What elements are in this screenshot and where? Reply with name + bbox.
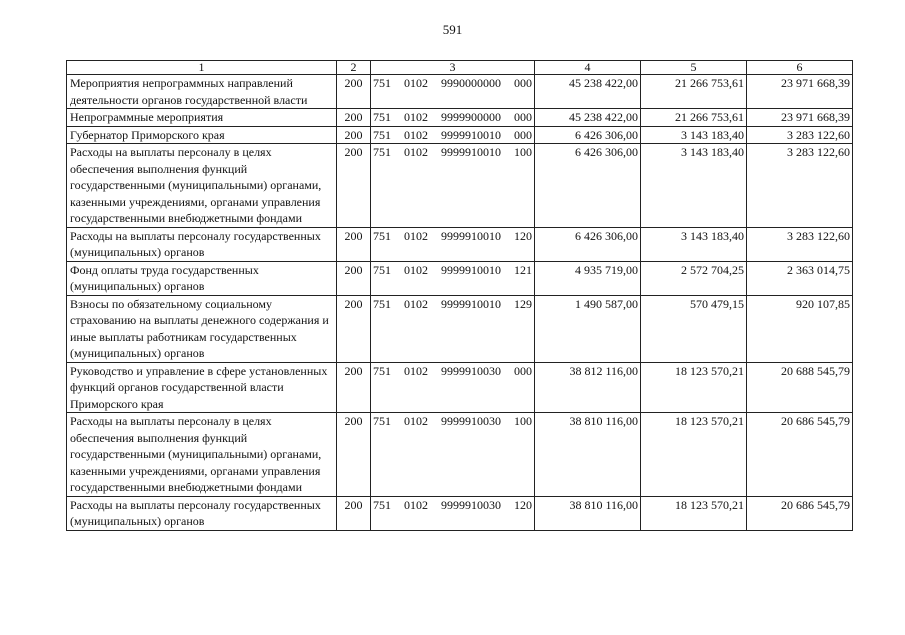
classification-codes-cell <box>371 109 535 127</box>
amount-col5-cell: 18 123 570,21 <box>641 496 747 530</box>
classification-codes-cell <box>371 227 535 261</box>
row-name-cell: Руководство и управление в сфере установленных функций органов государственной власти Приморского края <box>67 362 337 413</box>
amount-col4-cell: 4 935 719,00 <box>535 261 641 295</box>
target-code: 9999910030 <box>441 363 501 378</box>
row-name-cell: Расходы на выплаты персоналу в целях обеспечения выполнения функций государственными (муниципальными) органами, казенными учреждениями, органами управления государственными внебюджетными фондами <box>67 144 337 228</box>
section-code: 0102 <box>404 145 428 159</box>
classification-codes <box>373 296 532 313</box>
amount-col5-cell: 3 143 183,40 <box>641 227 747 261</box>
target-code: 9999910010 <box>441 262 501 277</box>
classification-codes-cell <box>371 261 535 295</box>
table-row <box>67 413 853 497</box>
classification-codes <box>373 127 532 144</box>
amount-col5-cell: 2 572 704,25 <box>641 261 747 295</box>
amount-col4-cell: 1 490 587,00 <box>535 295 641 362</box>
admin-code-cell: 200 <box>337 75 371 109</box>
section-code: 0102 <box>404 127 428 142</box>
table-row <box>67 261 853 295</box>
expense-type-code: 000 <box>514 76 532 90</box>
admin-code-cell: 200 <box>337 362 371 413</box>
amount-col4-cell: 38 810 116,00 <box>535 496 641 530</box>
target-code: 9999910010 <box>441 296 501 311</box>
amount-col4-cell: 6 426 306,00 <box>535 144 641 228</box>
table-row <box>67 295 853 362</box>
amount-col5-cell: 21 266 753,61 <box>641 109 747 127</box>
section-code: 0102 <box>404 228 428 243</box>
amount-col5-cell: 3 143 183,40 <box>641 126 747 144</box>
amount-col4-cell: 38 812 116,00 <box>535 362 641 413</box>
amount-col6-cell: 20 688 545,79 <box>747 362 853 413</box>
ministry-code: 751 <box>373 127 391 142</box>
row-name-cell: Мероприятия непрограммных направлений деятельности органов государственной власти <box>67 75 337 109</box>
ministry-code: 751 <box>373 76 391 90</box>
column-header: 5 <box>641 61 747 75</box>
classification-codes <box>373 144 532 161</box>
classification-codes <box>373 262 532 279</box>
amount-col5-cell: 18 123 570,21 <box>641 413 747 497</box>
target-code: 9999910010 <box>441 127 501 142</box>
classification-codes-cell <box>371 362 535 413</box>
admin-code-cell: 200 <box>337 413 371 497</box>
section-code: 0102 <box>404 262 428 277</box>
table-row <box>67 362 853 413</box>
amount-col5-cell: 3 143 183,40 <box>641 144 747 228</box>
amount-col4-cell: 38 810 116,00 <box>535 413 641 497</box>
row-name-cell: Губернатор Приморского края <box>67 126 337 144</box>
column-header: 1 <box>67 61 337 75</box>
expense-type-code: 121 <box>514 262 532 277</box>
amount-col6-cell: 3 283 122,60 <box>747 144 853 228</box>
classification-codes <box>373 75 532 92</box>
table-row <box>67 144 853 228</box>
column-header: 2 <box>337 61 371 75</box>
admin-code-cell: 200 <box>337 261 371 295</box>
classification-codes <box>373 497 532 514</box>
amount-col4-cell: 6 426 306,00 <box>535 126 641 144</box>
expense-type-code: 000 <box>514 363 532 378</box>
ministry-code: 751 <box>373 414 391 428</box>
amount-col5-cell: 570 479,15 <box>641 295 747 362</box>
ministry-code: 751 <box>373 110 391 124</box>
table-header-row <box>67 61 853 75</box>
amount-col6-cell: 20 686 545,79 <box>747 496 853 530</box>
classification-codes-cell <box>371 75 535 109</box>
expense-type-code: 000 <box>514 127 532 142</box>
amount-col4-cell: 6 426 306,00 <box>535 227 641 261</box>
section-code: 0102 <box>404 76 428 90</box>
classification-codes-cell <box>371 295 535 362</box>
classification-codes-cell <box>371 144 535 228</box>
admin-code-cell: 200 <box>337 227 371 261</box>
ministry-code: 751 <box>373 296 391 311</box>
amount-col5-cell: 18 123 570,21 <box>641 362 747 413</box>
target-code: 9999910010 <box>441 145 501 159</box>
target-code: 9999900000 <box>441 110 501 124</box>
ministry-code: 751 <box>373 228 391 243</box>
column-header: 6 <box>747 61 853 75</box>
row-name-cell: Расходы на выплаты персоналу государственных (муниципальных) органов <box>67 227 337 261</box>
amount-col6-cell: 3 283 122,60 <box>747 227 853 261</box>
section-code: 0102 <box>404 296 428 311</box>
amount-col5-cell: 21 266 753,61 <box>641 75 747 109</box>
ministry-code: 751 <box>373 262 391 277</box>
ministry-code: 751 <box>373 363 391 378</box>
row-name-cell: Расходы на выплаты персоналу государственных (муниципальных) органов <box>67 496 337 530</box>
expense-type-code: 000 <box>514 110 532 124</box>
admin-code-cell: 200 <box>337 144 371 228</box>
budget-table <box>66 60 853 531</box>
row-name-cell: Фонд оплаты труда государственных (муниципальных) органов <box>67 261 337 295</box>
target-code: 9999910030 <box>441 414 501 428</box>
expense-type-code: 129 <box>514 296 532 311</box>
classification-codes <box>373 228 532 245</box>
expense-type-code: 100 <box>514 145 532 159</box>
amount-col4-cell: 45 238 422,00 <box>535 109 641 127</box>
target-code: 9999910010 <box>441 228 501 243</box>
table-row <box>67 227 853 261</box>
amount-col6-cell: 920 107,85 <box>747 295 853 362</box>
section-code: 0102 <box>404 363 428 378</box>
expense-type-code: 100 <box>514 414 532 428</box>
column-header: 3 <box>371 61 535 75</box>
table-row <box>67 75 853 109</box>
row-name-cell: Расходы на выплаты персоналу в целях обеспечения выполнения функций государственными (муниципальными) органами, казенными учреждениями, органами управления государственными внебюджетными фондами <box>67 413 337 497</box>
page-number: 591 <box>442 22 463 37</box>
expense-type-code: 120 <box>514 228 532 243</box>
classification-codes-cell <box>371 413 535 497</box>
admin-code-cell: 200 <box>337 295 371 362</box>
row-name-cell: Непрограммные мероприятия <box>67 109 337 127</box>
table-row <box>67 126 853 144</box>
target-code: 9999910030 <box>441 497 501 512</box>
admin-code-cell: 200 <box>337 109 371 127</box>
section-code: 0102 <box>404 414 428 428</box>
admin-code-cell: 200 <box>337 126 371 144</box>
classification-codes <box>373 109 532 126</box>
ministry-code: 751 <box>373 497 391 512</box>
admin-code-cell: 200 <box>337 496 371 530</box>
amount-col6-cell: 2 363 014,75 <box>747 261 853 295</box>
section-code: 0102 <box>404 110 428 124</box>
amount-col4-cell: 45 238 422,00 <box>535 75 641 109</box>
classification-codes-cell <box>371 496 535 530</box>
classification-codes <box>373 413 532 430</box>
table-row <box>67 496 853 530</box>
amount-col6-cell: 20 686 545,79 <box>747 413 853 497</box>
expense-type-code: 120 <box>514 497 532 512</box>
classification-codes <box>373 363 532 380</box>
classification-codes-cell <box>371 126 535 144</box>
amount-col6-cell: 3 283 122,60 <box>747 126 853 144</box>
row-name-cell: Взносы по обязательному социальному страхованию на выплаты денежного содержания и иные выплаты работникам государственных (муниципальных) органов <box>67 295 337 362</box>
section-code: 0102 <box>404 497 428 512</box>
amount-col6-cell: 23 971 668,39 <box>747 75 853 109</box>
table-row <box>67 109 853 127</box>
amount-col6-cell: 23 971 668,39 <box>747 109 853 127</box>
target-code: 9990000000 <box>441 76 501 90</box>
ministry-code: 751 <box>373 145 391 159</box>
column-header: 4 <box>535 61 641 75</box>
